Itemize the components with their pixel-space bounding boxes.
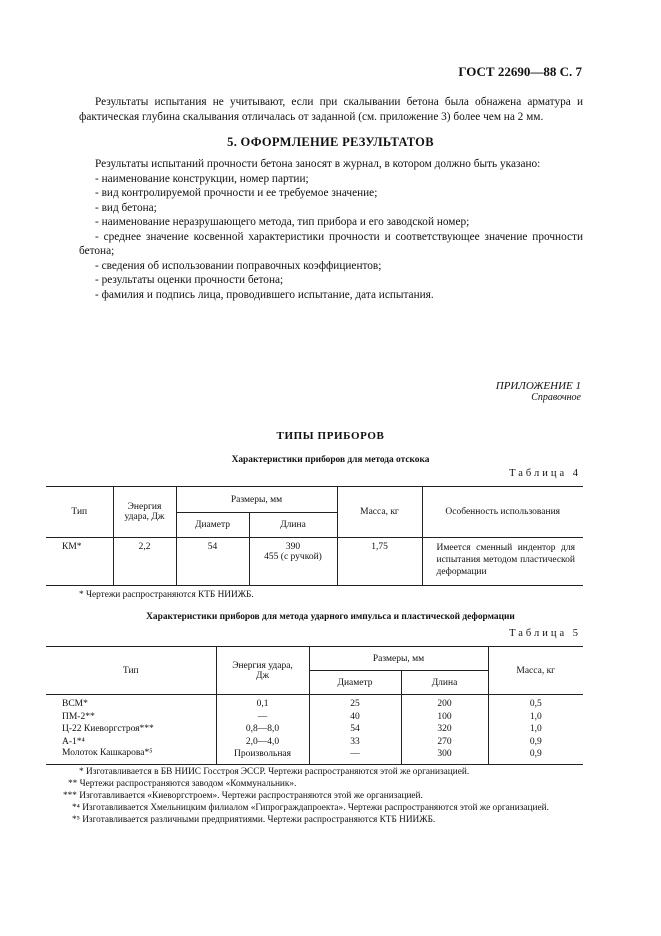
table5-cell-diameter: 54	[309, 723, 401, 736]
footnote-item	[46, 778, 583, 790]
section-body	[79, 157, 583, 302]
footnote-text: Изготавливается различными предприятиями. Чертежи распространяются КТБ НИИЖБ.	[82, 815, 436, 825]
table5-cell-energy: 0,8—8,0	[216, 723, 309, 736]
types-title: ТИПЫ ПРИБОРОВ	[276, 430, 385, 442]
footnote-mark: ***	[63, 791, 77, 801]
table4-header-sizes: Размеры, мм	[176, 487, 337, 513]
table4-header-diameter: Диаметр	[176, 513, 249, 538]
table5-caption: Таблица 5	[509, 628, 581, 639]
table4-caption: Таблица 4	[509, 468, 581, 479]
footnote-text: Чертежи распространяются заводом «Коммунальник».	[79, 779, 297, 789]
list-item: - наименование конструкции, номер партии;	[95, 172, 309, 185]
table5-header-length: Длина	[401, 671, 488, 695]
list-item: - вид контролируемой прочности и ее требуемое значение;	[95, 187, 378, 199]
table5	[46, 646, 583, 765]
table-row	[46, 695, 583, 711]
table-row	[46, 711, 583, 724]
table4-cell-mass: 1,75	[337, 538, 422, 586]
table5-cell-energy: 2,0—4,0	[216, 736, 309, 749]
table5-cell-energy: —	[216, 711, 309, 724]
table5-cell-mass: 1,0	[529, 711, 542, 722]
table5-cell-mass: 0,9	[529, 749, 542, 760]
table5-header-diameter: Диаметр	[309, 671, 401, 695]
table4	[46, 486, 583, 586]
table5-header-mass: Масса, кг	[488, 647, 583, 695]
footnote-item	[46, 790, 583, 802]
table5-cell-length: 300	[401, 748, 488, 764]
table5-cell-type: Молоток Кашкарова*⁵	[46, 748, 216, 764]
list-item: - сведения об использовании поправочных коэффициентов;	[95, 259, 382, 272]
table4-header-type: Тип	[46, 487, 113, 538]
table5-cell-mass: 0,9	[529, 736, 542, 747]
footnote-mark: *	[79, 767, 84, 777]
table5-cell-type: ВСМ*	[46, 695, 216, 711]
table-row	[46, 748, 583, 764]
table5-subtitle: Характеристики приборов для метода ударного импульса и пластической деформации	[146, 612, 515, 622]
footnote-item	[46, 802, 583, 814]
list-item: - результаты оценки прочности бетона;	[95, 274, 284, 286]
appendix-label	[496, 380, 581, 404]
footnote-text: Изготавливается «Киеворгстроем». Чертежи распространяются этой же организацией.	[79, 791, 423, 801]
table5-cell-diameter: —	[309, 748, 401, 764]
footnote-item	[46, 814, 583, 826]
table5-header-type: Тип	[46, 647, 216, 695]
section-title: 5. ОФОРМЛЕНИЕ РЕЗУЛЬТАТОВ	[227, 135, 434, 149]
table4-header-mass: Масса, кг	[337, 487, 422, 538]
table4-cell-length	[249, 538, 337, 586]
list-item: - наименование неразрушающего метода, тип прибора и его заводской номер;	[95, 216, 470, 228]
page-header: ГОСТ 22690—88 С. 7	[458, 64, 582, 79]
table5-cell-length: 200	[401, 695, 488, 711]
table4-cell-feature: Имеется сменный индентор для испытания методом пластической деформации	[436, 543, 575, 577]
table5-cell-length: 270	[401, 736, 488, 749]
footnote-text: Изготавливается в БВ НИИС Госстроя ЭССР. Чертежи распространяются этой же организацией.	[85, 767, 470, 777]
table4-header-length: Длина	[249, 513, 337, 538]
footnote-mark: *⁴	[72, 803, 80, 813]
footnote-mark: **	[68, 779, 78, 789]
table-row	[46, 723, 583, 736]
table5-header-sizes: Размеры, мм	[309, 647, 488, 671]
table4-footnote: * Чертежи распространяются КТБ НИИЖБ.	[79, 590, 254, 600]
footnote-item	[46, 766, 583, 778]
table5-cell-energy: 0,1	[216, 695, 309, 711]
table-row	[46, 736, 583, 749]
list-item: - фамилия и подпись лица, проводившего испытание, дата испытания.	[95, 288, 434, 301]
list-item: - вид бетона;	[95, 201, 157, 214]
table5-cell-diameter: 33	[309, 736, 401, 749]
table4-cell-energy: 2,2	[113, 538, 176, 586]
table4-length-value: 390	[285, 542, 301, 552]
table4-cell-diameter: 54	[176, 538, 249, 586]
table5-cell-energy: Произвольная	[216, 748, 309, 764]
table5-cell-type: А-1*⁴	[46, 736, 216, 749]
footnote-text: Изготавливается Хмельницким филиалом «Гипрограждапроекта». Чертежи распространяются этой же организацией.	[82, 803, 549, 813]
table4-subtitle: Характеристики приборов для метода отскока	[231, 455, 430, 465]
appendix-note: Справочное	[531, 392, 581, 403]
table5-cell-mass: 0,5	[529, 699, 542, 709]
table5-footnotes	[46, 766, 583, 826]
table4-cell-type: КМ*	[46, 538, 113, 586]
list-item: - среднее значение косвенной характеристики прочности и соответствующее значение прочности бетона;	[79, 230, 583, 257]
table5-cell-mass: 1,0	[529, 724, 542, 735]
table5-cell-length: 320	[401, 723, 488, 736]
intro-text: Результаты испытания не учитывают, если при скалывании бетона была обнажена арматура и фактическая глубина скалывания отличалась от заданной (см. приложение 3) более чем на 2 мм.	[79, 96, 583, 123]
footnote-mark: *⁵	[72, 815, 80, 825]
appendix-title: ПРИЛОЖЕНИЕ 1	[495, 380, 581, 392]
table5-cell-length: 100	[401, 711, 488, 724]
intro-paragraph	[79, 95, 583, 124]
table4-header-energy: Энергия удара, Дж	[113, 487, 176, 538]
table-row	[46, 538, 583, 586]
section-lead: Результаты испытаний прочности бетона заносят в журнал, в котором должно быть указано:	[95, 158, 541, 170]
table4-header-feature: Особенность использования	[422, 487, 583, 538]
table4-length-handle: 455 (с ручкой)	[264, 552, 322, 562]
table5-cell-type: Ц-22 Киеворгстроя***	[46, 723, 216, 736]
table5-cell-diameter: 25	[309, 695, 401, 711]
table5-header-energy: Энергия удара, Дж	[216, 647, 309, 695]
table5-cell-diameter: 40	[309, 711, 401, 724]
table5-cell-type: ПМ-2**	[46, 711, 216, 724]
